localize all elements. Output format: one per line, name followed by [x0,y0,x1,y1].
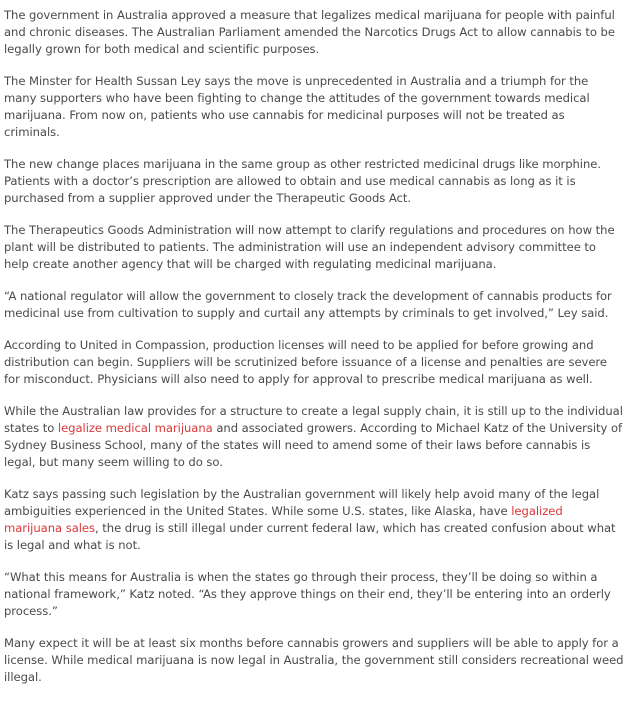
paragraph-approval: The government in Australia approved a measure that legalizes medical marijuana for people with painful and chronic diseases. The Australian Parliament amended the Narcotics Drugs Act to allow cannabis to be legally grown for both medical and scientific purposes. [4,8,615,56]
paragraph-states-after: and associated growers. According to Michael Katz of the University of Sydney Business School, many of the states will need to amend some of their laws before cannabis is legal, but many seem willing to do so. [4,421,623,469]
paragraph-states [4,403,624,471]
article-body [4,7,624,701]
paragraph-katz-us-after: , the drug is still illegal under current federal law, which has created confusion about what is legal and what is not. [4,521,616,552]
paragraph-quote-ley: “A national regulator will allow the government to closely track the development of cannabis products for medicinal use from cultivation to supply and curtail any attempts by criminals to get involved,” Ley said. [4,289,612,320]
paragraph-quote-katz: “What this means for Australia is when the states go through their process, they’ll be doing so within a national framework,” Katz noted. “As they approve things on their end, they’ll be entering into an orderly process.” [4,570,611,618]
paragraph-katz-us-before: Katz says passing such legislation by the Australian government will likely help avoid many of the legal ambiguities experienced in the United States. While some U.S. states, like Alaska, have [4,487,600,518]
paragraph-restricted-drugs: The new change places marijuana in the same group as other restricted medicinal drugs like morphine. Patients with a doctor’s prescription are allowed to obtain and use medical cannabis as long as it is purchased from a supplier approved under the Therapeutic Goods Act. [4,157,601,205]
paragraph-minister: The Minster for Health Sussan Ley says the move is unprecedented in Australia and a triumph for the many supporters who have been fighting to change the attitudes of the government towards medical marijuana. From now on, patients who use cannabis for medicinal purposes will not be treated as criminals. [4,74,590,139]
paragraph-timeline: Many expect it will be at least six months before cannabis growers and suppliers will be able to apply for a license. While medical marijuana is now legal in Australia, the government still considers recreational weed illegal. [4,636,624,684]
legalized-marijuana-sales-link[interactable]: legalized marijuana sales [4,504,563,535]
legalize-medical-marijuana-link[interactable]: legalize medical marijuana [57,421,213,435]
paragraph-licenses: According to United in Compassion, production licenses will need to be applied for before growing and distribution can begin. Suppliers will be scrutinized before issuance of a license and penalties are severe for misconduct. Physicians will also need to apply for approval to prescribe medical marijuana as well. [4,338,607,386]
paragraph-states-before: While the Australian law provides for a structure to create a legal supply chain, it is still up to the individual states to [4,404,623,435]
paragraph-tga: The Therapeutics Goods Administration will now attempt to clarify regulations and procedures on how the plant will be distributed to patients. The administration will use an independent advisory committee to help create another agency that will be charged with regulating medicinal marijuana. [4,223,615,271]
paragraph-katz-us [4,486,624,554]
